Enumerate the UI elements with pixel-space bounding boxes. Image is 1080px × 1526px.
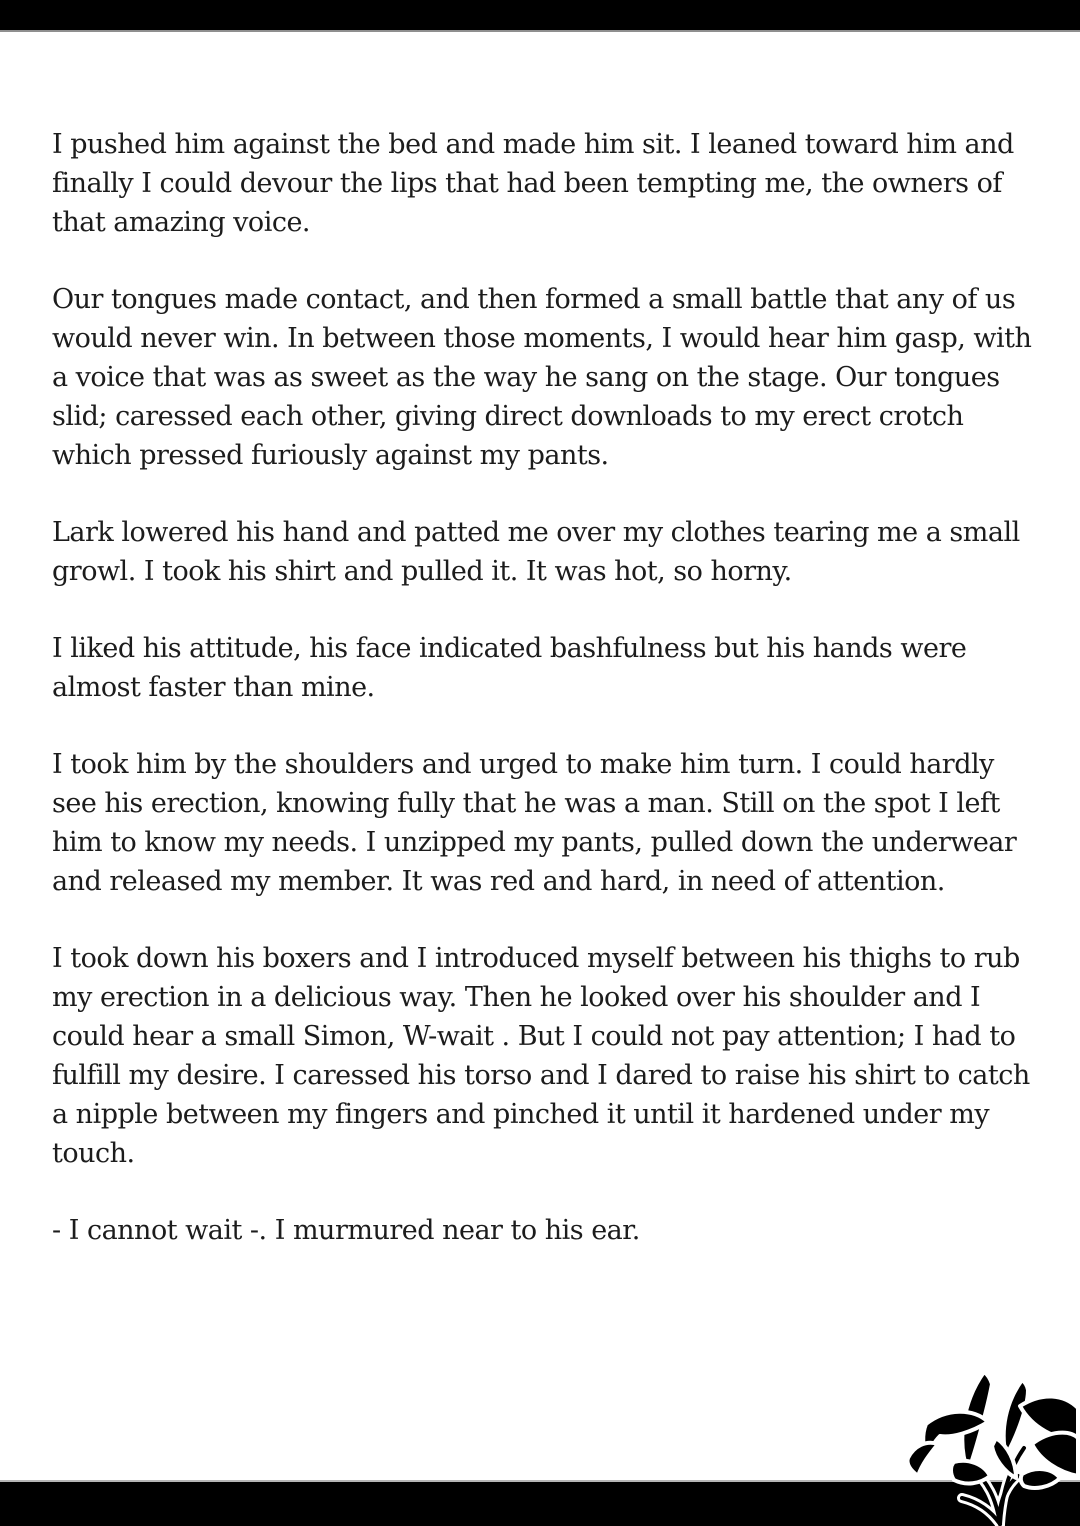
paragraph: Lark lowered his hand and patted me over my clothes tearing me a small growl. I took his shirt and pulled it. It was hot, so horny. bbox=[52, 517, 1020, 587]
paragraph: Our tongues made contact, and then formed a small battle that any of us would never win. In between those moments, I would hear him gasp, with a voice that was as sweet as the way he sang on the stage. Our tongues slid; caressed each other, giving direct downloads to my erect crotch which pressed furiously against my pants. bbox=[52, 284, 1032, 471]
paragraph: I liked his attitude, his face indicated bashfulness but his hands were almost faster than mine. bbox=[52, 633, 967, 703]
paragraph-container bbox=[52, 125, 1036, 1250]
text-content bbox=[0, 32, 1080, 1288]
paragraph: I took down his boxers and I introduced myself between his thighs to rub my erection in a delicious way. Then he looked over his shoulder and I could hear a small Simon, W-wait . But I could not pay attention; I had to fulfill my desire. I caressed his torso and I dared to raise his shirt to catch a nipple between my fingers and pinched it until it hardened under my touch. bbox=[52, 943, 1030, 1169]
paragraph: I pushed him against the bed and made him sit. I leaned toward him and finally I could devour the lips that had been tempting me, the owners of that amazing voice. bbox=[52, 129, 1014, 238]
floral-leaves-icon bbox=[900, 1366, 1080, 1526]
paragraph: I took him by the shoulders and urged to make him turn. I could hardly see his erection, knowing fully that he was a man. Still on the spot I left him to know my needs. I unzipped my pants, pulled down the underwear and released my member. It was red and hard, in need of attention. bbox=[52, 749, 1017, 897]
paragraph: - I cannot wait -. I murmured near to his ear. bbox=[52, 1215, 640, 1246]
top-border-bar bbox=[0, 0, 1080, 32]
